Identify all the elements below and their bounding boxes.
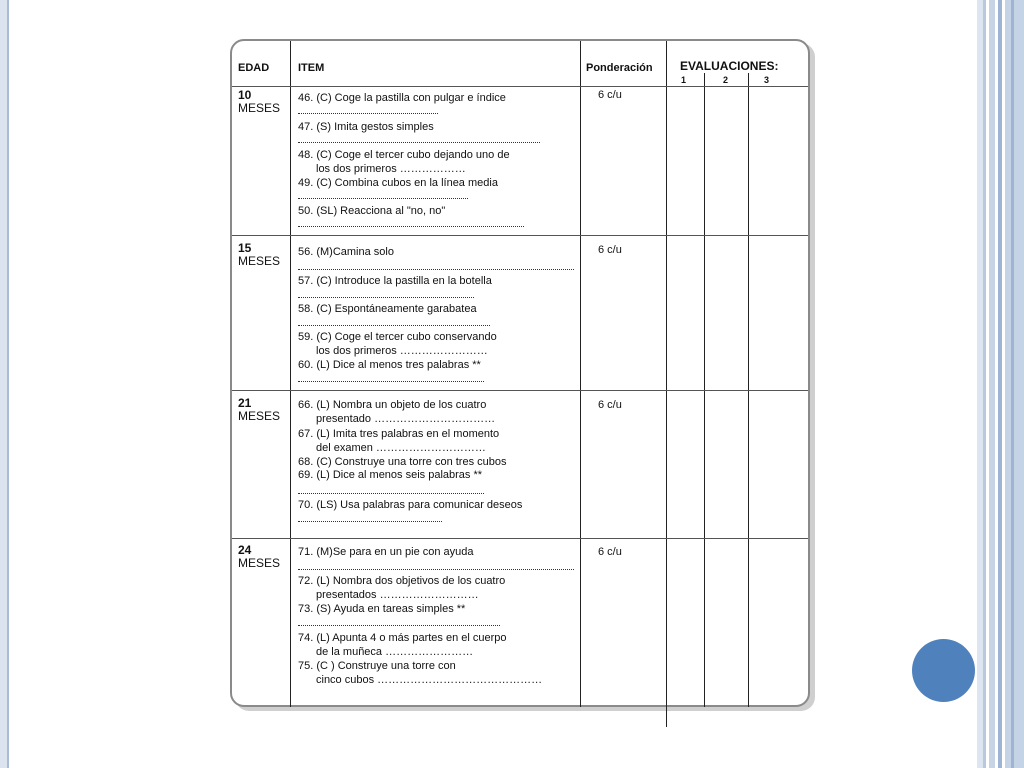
- item-line: 75. (C ) Construye una torre con: [298, 660, 456, 672]
- header-evaluaciones: EVALUACIONES:: [680, 59, 779, 73]
- age-unit: MESES: [238, 254, 281, 268]
- item-line: 59. (C) Coge el tercer cubo conservando: [298, 331, 497, 343]
- item-line: 56. (M)Camina solo: [298, 246, 394, 258]
- item-line: 69. (L) Dice al menos seis palabras **: [298, 469, 483, 481]
- item-line: 72. (L) Nombra dos objetivos de los cuatro: [298, 575, 506, 587]
- dotted-line: [298, 269, 574, 270]
- header-item: ITEM: [298, 62, 325, 74]
- weight-value: 6 c/u: [598, 89, 622, 101]
- age-label: [238, 242, 280, 268]
- dotted-line: [298, 142, 540, 143]
- item-line: 57. (C) Introduce la pastilla en la botella: [298, 275, 492, 287]
- age-unit: MESES: [238, 409, 281, 423]
- weight-value: 6 c/u: [598, 546, 622, 558]
- age-number: 24: [238, 543, 252, 557]
- eval-col-2: 2: [723, 75, 729, 85]
- left-frame-rule: [0, 0, 8, 768]
- section-rule: [232, 390, 808, 391]
- weight-value: 6 c/u: [598, 244, 622, 256]
- item-line: 74. (L) Apunta 4 o más partes en el cuerpo: [298, 632, 507, 644]
- dotted-line: [298, 198, 468, 199]
- item-line: 68. (C) Construye una torre con tres cubos: [298, 456, 507, 468]
- col-divider-ponderacion: [666, 41, 667, 727]
- header-rule: [232, 86, 808, 87]
- dotted-line: [298, 226, 524, 227]
- right-frame-bars: [977, 0, 1024, 768]
- age-unit: MESES: [238, 101, 281, 115]
- evaluation-form: [230, 39, 810, 707]
- item-line: presentados ………………………: [316, 589, 479, 601]
- item-line: los dos primeros ………………: [316, 163, 466, 175]
- dotted-line: [298, 325, 490, 326]
- dotted-line: [298, 521, 442, 522]
- item-line: del examen …………………………: [316, 442, 486, 454]
- item-line: cinco cubos ………………………………………: [316, 674, 543, 686]
- col-divider-item: [580, 41, 581, 707]
- header-edad: EDAD: [238, 62, 270, 74]
- age-label: [238, 89, 280, 115]
- age-number: 15: [238, 241, 252, 255]
- dotted-line: [298, 297, 474, 298]
- item-line: 46. (C) Coge la pastilla con pulgar e índice: [298, 92, 506, 104]
- col-divider-edad: [290, 41, 291, 707]
- age-number: 21: [238, 396, 252, 410]
- age-label: [238, 544, 280, 570]
- item-line: 66. (L) Nombra un objeto de los cuatro: [298, 399, 487, 411]
- weight-value: 6 c/u: [598, 399, 622, 411]
- age-unit: MESES: [238, 556, 281, 570]
- item-line: de la muñeca ……………………: [316, 646, 474, 658]
- item-line: 67. (L) Imita tres palabras en el momento: [298, 428, 500, 440]
- dotted-line: [298, 113, 438, 114]
- item-line: 58. (C) Espontáneamente garabatea: [298, 303, 477, 315]
- item-line: 71. (M)Se para en un pie con ayuda: [298, 546, 474, 558]
- accent-circle: [912, 639, 975, 702]
- age-label: [238, 397, 280, 423]
- header-ponderacion: Ponderación: [586, 62, 653, 74]
- item-line: 73. (S) Ayuda en tareas simples **: [298, 603, 466, 615]
- dotted-line: [298, 493, 484, 494]
- item-line: 49. (C) Combina cubos en la línea media: [298, 177, 498, 189]
- eval-col-3: 3: [764, 75, 770, 85]
- item-line: 60. (L) Dice al menos tres palabras **: [298, 359, 481, 371]
- dotted-line: [298, 381, 484, 382]
- dotted-line: [298, 625, 500, 626]
- item-line: 48. (C) Coge el tercer cubo dejando uno de: [298, 149, 510, 161]
- section-rule: [232, 538, 808, 539]
- age-number: 10: [238, 88, 252, 102]
- item-line: 47. (S) Imita gestos simples: [298, 121, 434, 133]
- item-line: 70. (LS) Usa palabras para comunicar deseos: [298, 499, 523, 511]
- item-line: los dos primeros ……………………: [316, 345, 488, 357]
- dotted-line: [298, 569, 574, 570]
- section-rule: [232, 235, 808, 236]
- item-line: presentado ……………………………: [316, 413, 496, 425]
- eval-col-1: 1: [681, 75, 687, 85]
- item-line: 50. (SL) Reacciona al "no, no": [298, 205, 446, 217]
